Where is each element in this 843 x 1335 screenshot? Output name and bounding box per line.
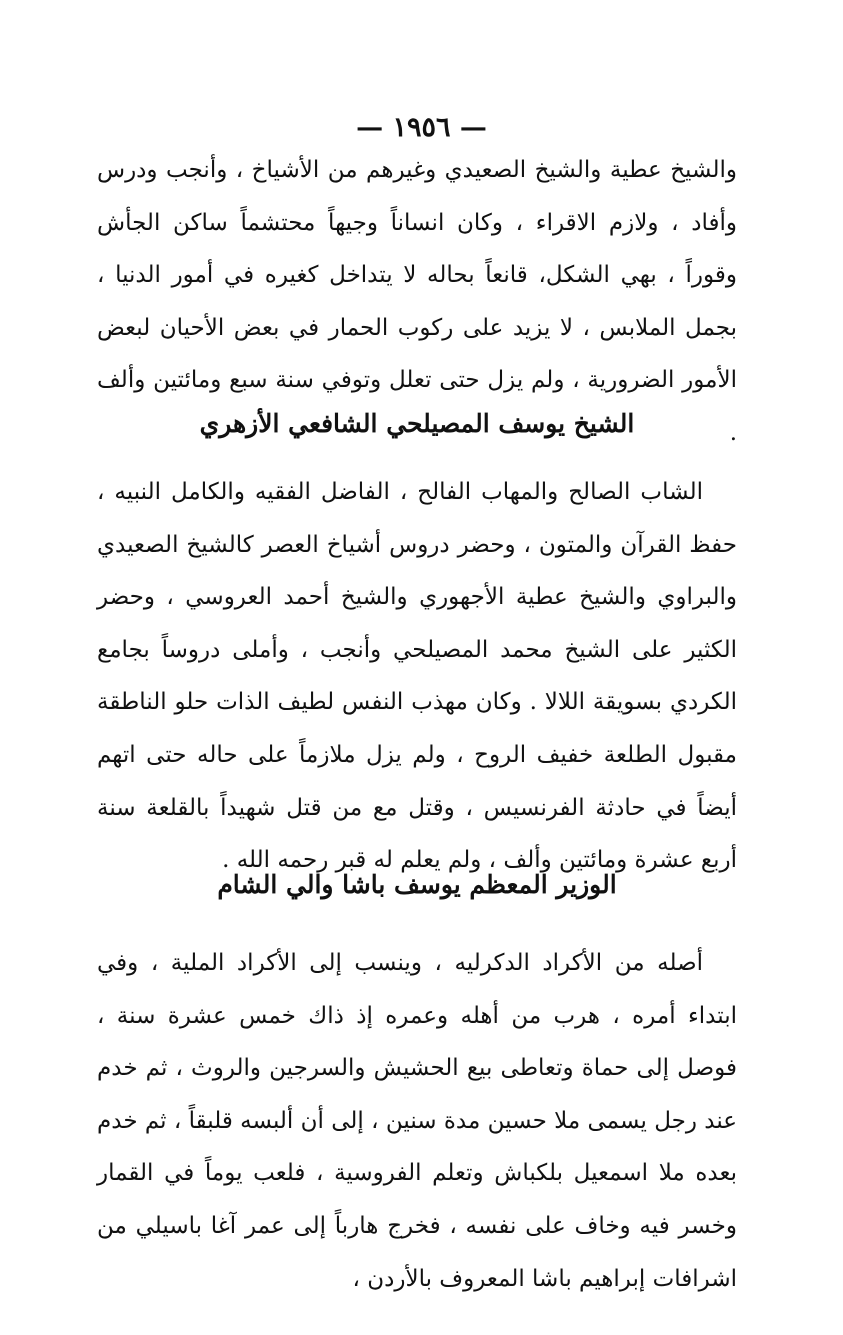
section-heading-yusuf-al-musaylihi: الشيخ يوسف المصيلحي الشافعي الأزهري xyxy=(199,409,635,438)
page-number: — ١٩٥٦ — xyxy=(356,112,487,143)
section-heading-yusuf-pasha: الوزير المعظم يوسف باشا والي الشام xyxy=(217,870,617,899)
paragraph-yusuf-al-musaylihi: الشاب الصالح والمهاب الفالح ، الفاضل الفقيه والكامل النبيه ، حفظ القرآن والمتون ، وحضر دروس أشياخ العصر كالشيخ الصعيدي والبراوي والشيخ عطية الأجهوري والشيخ أحمد العروسي ، وحضر الكثير على الشيخ محمد المصيلحي وأنجب ، وأملى دروساً بجامع الكردي بسويقة اللالا . وكان مهذب النفس لطيف الذات حلو الناطقة مقبول الطلعة خفيف الروح ، ولم يزل ملازماً على حاله حتى اتهم أيضاً في حادثة الفرنسيس ، وقتل مع من قتل شهيداً بالقلعة سنة أربع عشرة ومائتين وألف ، ولم يعلم له قبر رحمه الله . xyxy=(97,479,737,874)
paragraph-yusuf-pasha: أصله من الأكراد الدكرليه ، وينسب إلى الأكراد الملية ، وفي ابتداء أمره ، هرب من أهله وعمره إذ ذاك خمس عشرة سنة ، فوصل إلى حماة وتعاطى بيع الحشيش والسرجين والروث ، ثم خدم عند رجل يسمى ملا حسين مدة سنين ، إلى أن ألبسه قلبقاً ، ثم خدم بعده ملا اسمعيل بلكباش وتعلم الفروسية ، فلعب يوماً في القمار وخسر فيه وخاف على نفسه ، فخرج هارباً إلى عمر آغا باسيلي من اشرافات إبراهيم باشا المعروف بالأردن ، xyxy=(97,950,737,1292)
paragraph-biography-end: والشيخ عطية والشيخ الصعيدي وغيرهم من الأشياخ ، وأنجب ودرس وأفاد ، ولازم الاقراء ، وكان انساناً وجيهاً محتشماً ساكن الجأش وقوراً ، بهي الشكل، قانعاً بحاله لا يتداخل كغيره في أمور الدنيا ، بجمل الملابس ، لا يزيد على ركوب الحمار في بعض الأحيان لبعض الأمور الضرورية ، ولم يزل حتى تعلل وتوفي سنة سبع ومائتين وألف . xyxy=(97,157,737,446)
